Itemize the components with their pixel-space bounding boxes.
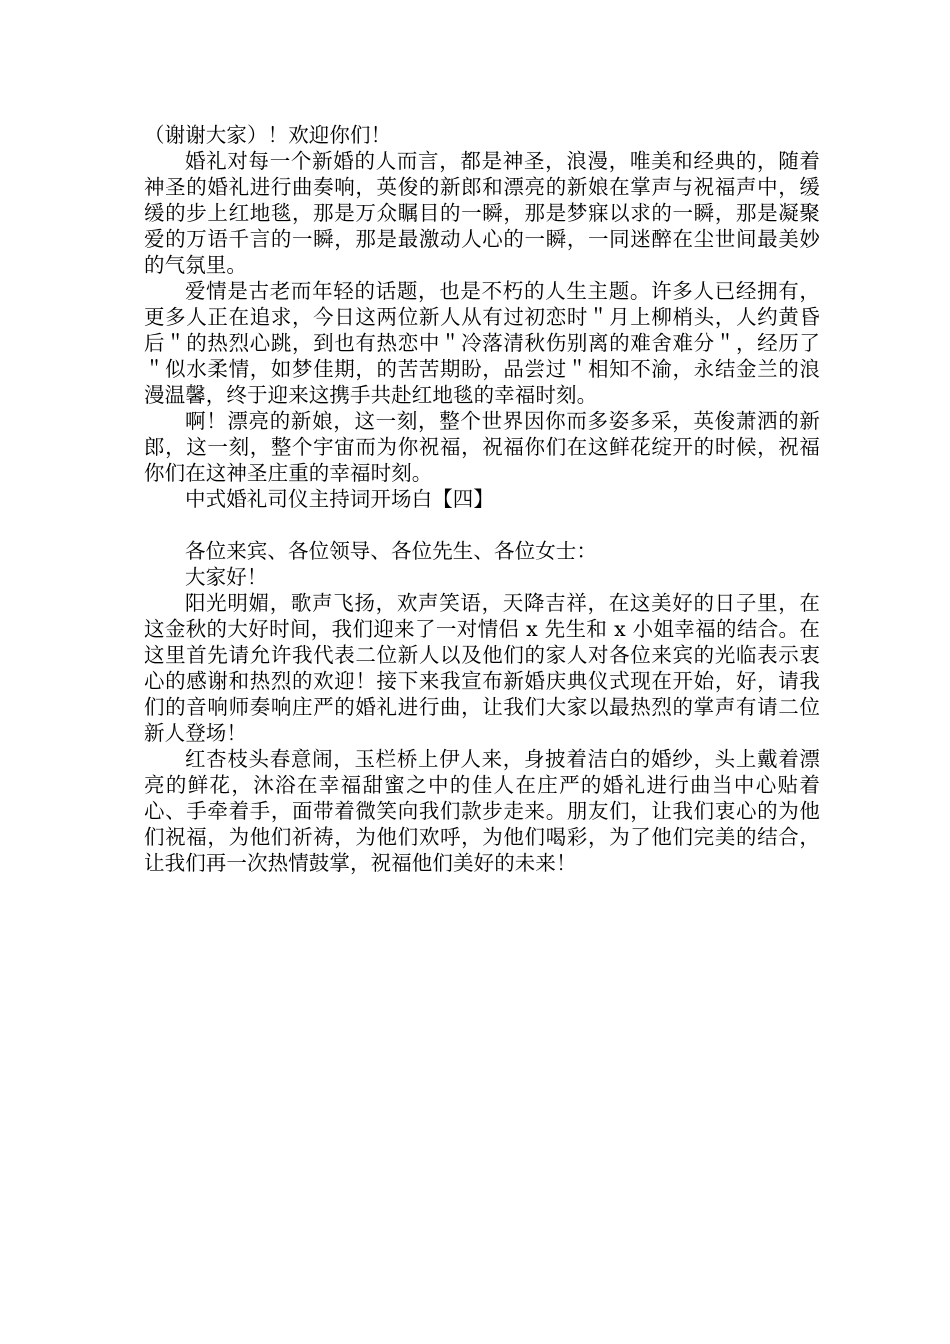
- section-heading: 中式婚礼司仪主持词开场白【四】: [185, 487, 494, 511]
- document-body: [144, 122, 820, 876]
- paragraph-greeting: 大家好！: [185, 565, 268, 589]
- paragraph-thanks: （谢谢大家）！欢迎你们！: [144, 123, 392, 147]
- paragraph-ceremony-opening: 阳光明媚，歌声飞扬，欢声笑语，天降吉祥，在这美好的日子里，在这金秋的大好时间，我们迎来了一对情侣 x 先生和 x 小姐幸福的结合。在这里首先请允许我代表二位新人以及他们的家人对各位来宾的光临表示衷心的感谢和热烈的欢迎！接下来我宣布新婚庆典仪式现在开始，好，请我们的音响师奏响庄严的婚礼进行曲，让我们大家以最热烈的掌声有请二位新人登场！: [144, 591, 820, 745]
- paragraph-love-theme: 爱情是古老而年轻的话题，也是不朽的人生主题。许多人已经拥有，更多人正在追求，今日这两位新人从有过初恋时＂月上柳梢头，人约黄昏后＂的热烈心跳，到也有热恋中＂冷落清秋伤别离的难舍难分＂，经历了＂似水柔情，如梦佳期，的苦苦期盼，品尝过＂相知不渝，永结金兰的浪漫温馨，终于迎来这携手共赴红地毯的幸福时刻。: [144, 279, 820, 407]
- paragraph-salutation: 各位来宾、各位领导、各位先生、各位女士：: [185, 539, 597, 563]
- paragraph-blessing: 红杏枝头春意闹，玉栏桥上伊人来，身披着洁白的婚纱，头上戴着漂亮的鲜花，沐浴在幸福甜蜜之中的佳人在庄严的婚礼进行曲当中心贴着心、手牵着手，面带着微笑向我们款步走来。朋友们，让我们衷心的为他们祝福，为他们祈祷，为他们欢呼，为他们喝彩，为了他们完美的结合，让我们再一次热情鼓掌，祝福他们美好的未来！: [144, 747, 820, 875]
- paragraph-wedding-sacred: 婚礼对每一个新婚的人而言，都是神圣，浪漫，唯美和经典的，随着神圣的婚礼进行曲奏响，英俊的新郎和漂亮的新娘在掌声与祝福声中，缓缓的步上红地毯，那是万众瞩目的一瞬，那是梦寐以求的一瞬，那是凝聚爱的万语千言的一瞬，那是最激动人心的一瞬，一同迷醉在尘世间最美妙的气氛里。: [144, 149, 820, 277]
- paragraph-bride-groom: 啊！漂亮的新娘，这一刻，整个世界因你而多姿多采，英俊萧洒的新郎，这一刻，整个宇宙而为你祝福，祝福你们在这鲜花绽开的时候，祝福你们在这神圣庄重的幸福时刻。: [144, 409, 820, 485]
- blank-line: [144, 512, 820, 538]
